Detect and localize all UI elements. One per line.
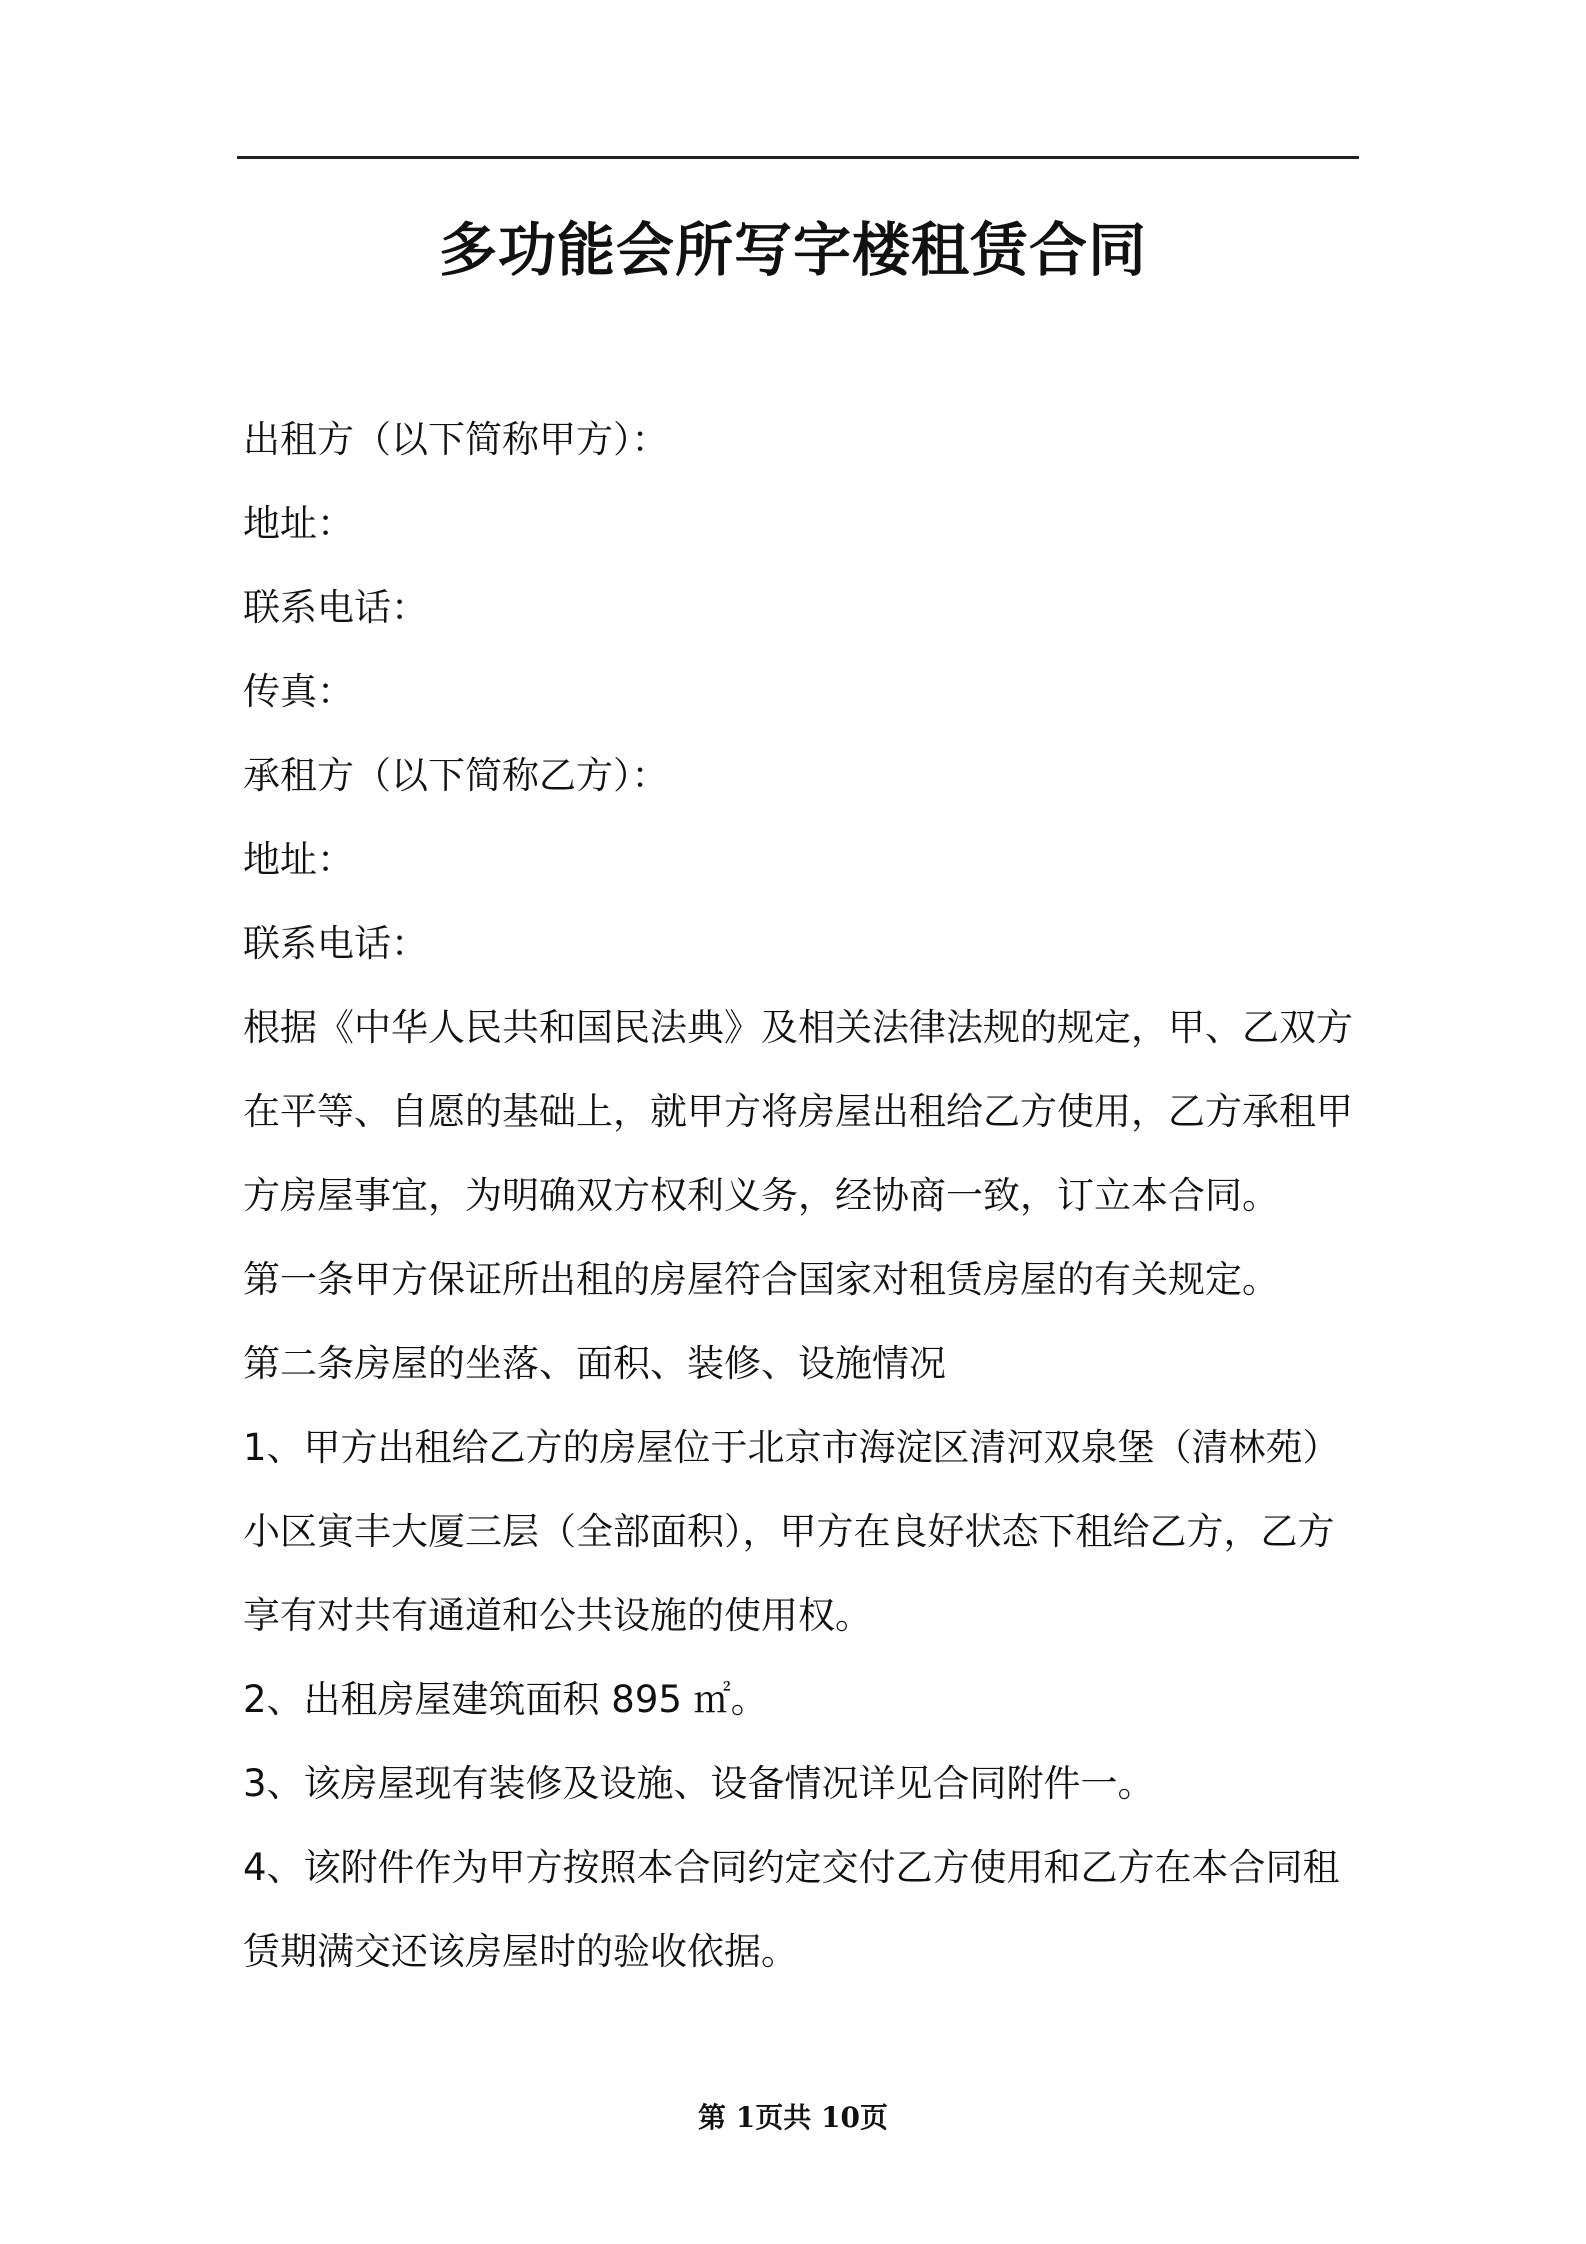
article-2-heading: 第二条房屋的坐落、面积、装修、设施情况: [243, 1342, 946, 1385]
clause-2-1: 1、甲方出租给乙方的房屋位于北京市海淀区清河双泉堡（清林苑）小区寅丰大厦三层（全部面积），甲方在良好状态下租给乙方，乙方享有对共有通道和公共设施的使用权。: [243, 1426, 1340, 1637]
lessor-phone-line: 联系电话：: [243, 586, 428, 629]
lessor-address-line: 地址：: [243, 502, 354, 545]
lessee-line: 承租方（以下简称乙方）：: [243, 754, 669, 797]
page-number: 第 1页共 10页: [698, 2101, 888, 2134]
lessee-phone-line: 联系电话：: [243, 922, 428, 965]
document-title: 多功能会所写字楼租赁合同: [438, 216, 1147, 284]
article-1: 第一条甲方保证所出租的房屋符合国家对租赁房屋的有关规定。: [243, 1258, 1279, 1301]
lessee-address-line: 地址：: [243, 838, 354, 881]
document-body: [243, 398, 1359, 1994]
lessor-fax-line: 传真：: [243, 670, 354, 713]
lessor-line: 出租方（以下简称甲方）：: [243, 418, 669, 461]
clause-2-2: 2、出租房屋建筑面积 895 ㎡。: [243, 1678, 768, 1721]
clause-2-3: 3、该房屋现有装修及设施、设备情况详见合同附件一。: [243, 1762, 1155, 1805]
preamble-paragraph: 根据《中华人民共和国民法典》及相关法律法规的规定，甲、乙双方在平等、自愿的基础上，就甲方将房屋出租给乙方使用，乙方承租甲方房屋事宜，为明确双方权利义务，经协商一致，订立本合同。: [243, 1006, 1353, 1217]
header-rule: [237, 156, 1359, 159]
clause-2-4: 4、该附件作为甲方按照本合同约定交付乙方使用和乙方在本合同租赁期满交还该房屋时的验收依据。: [243, 1846, 1340, 1973]
